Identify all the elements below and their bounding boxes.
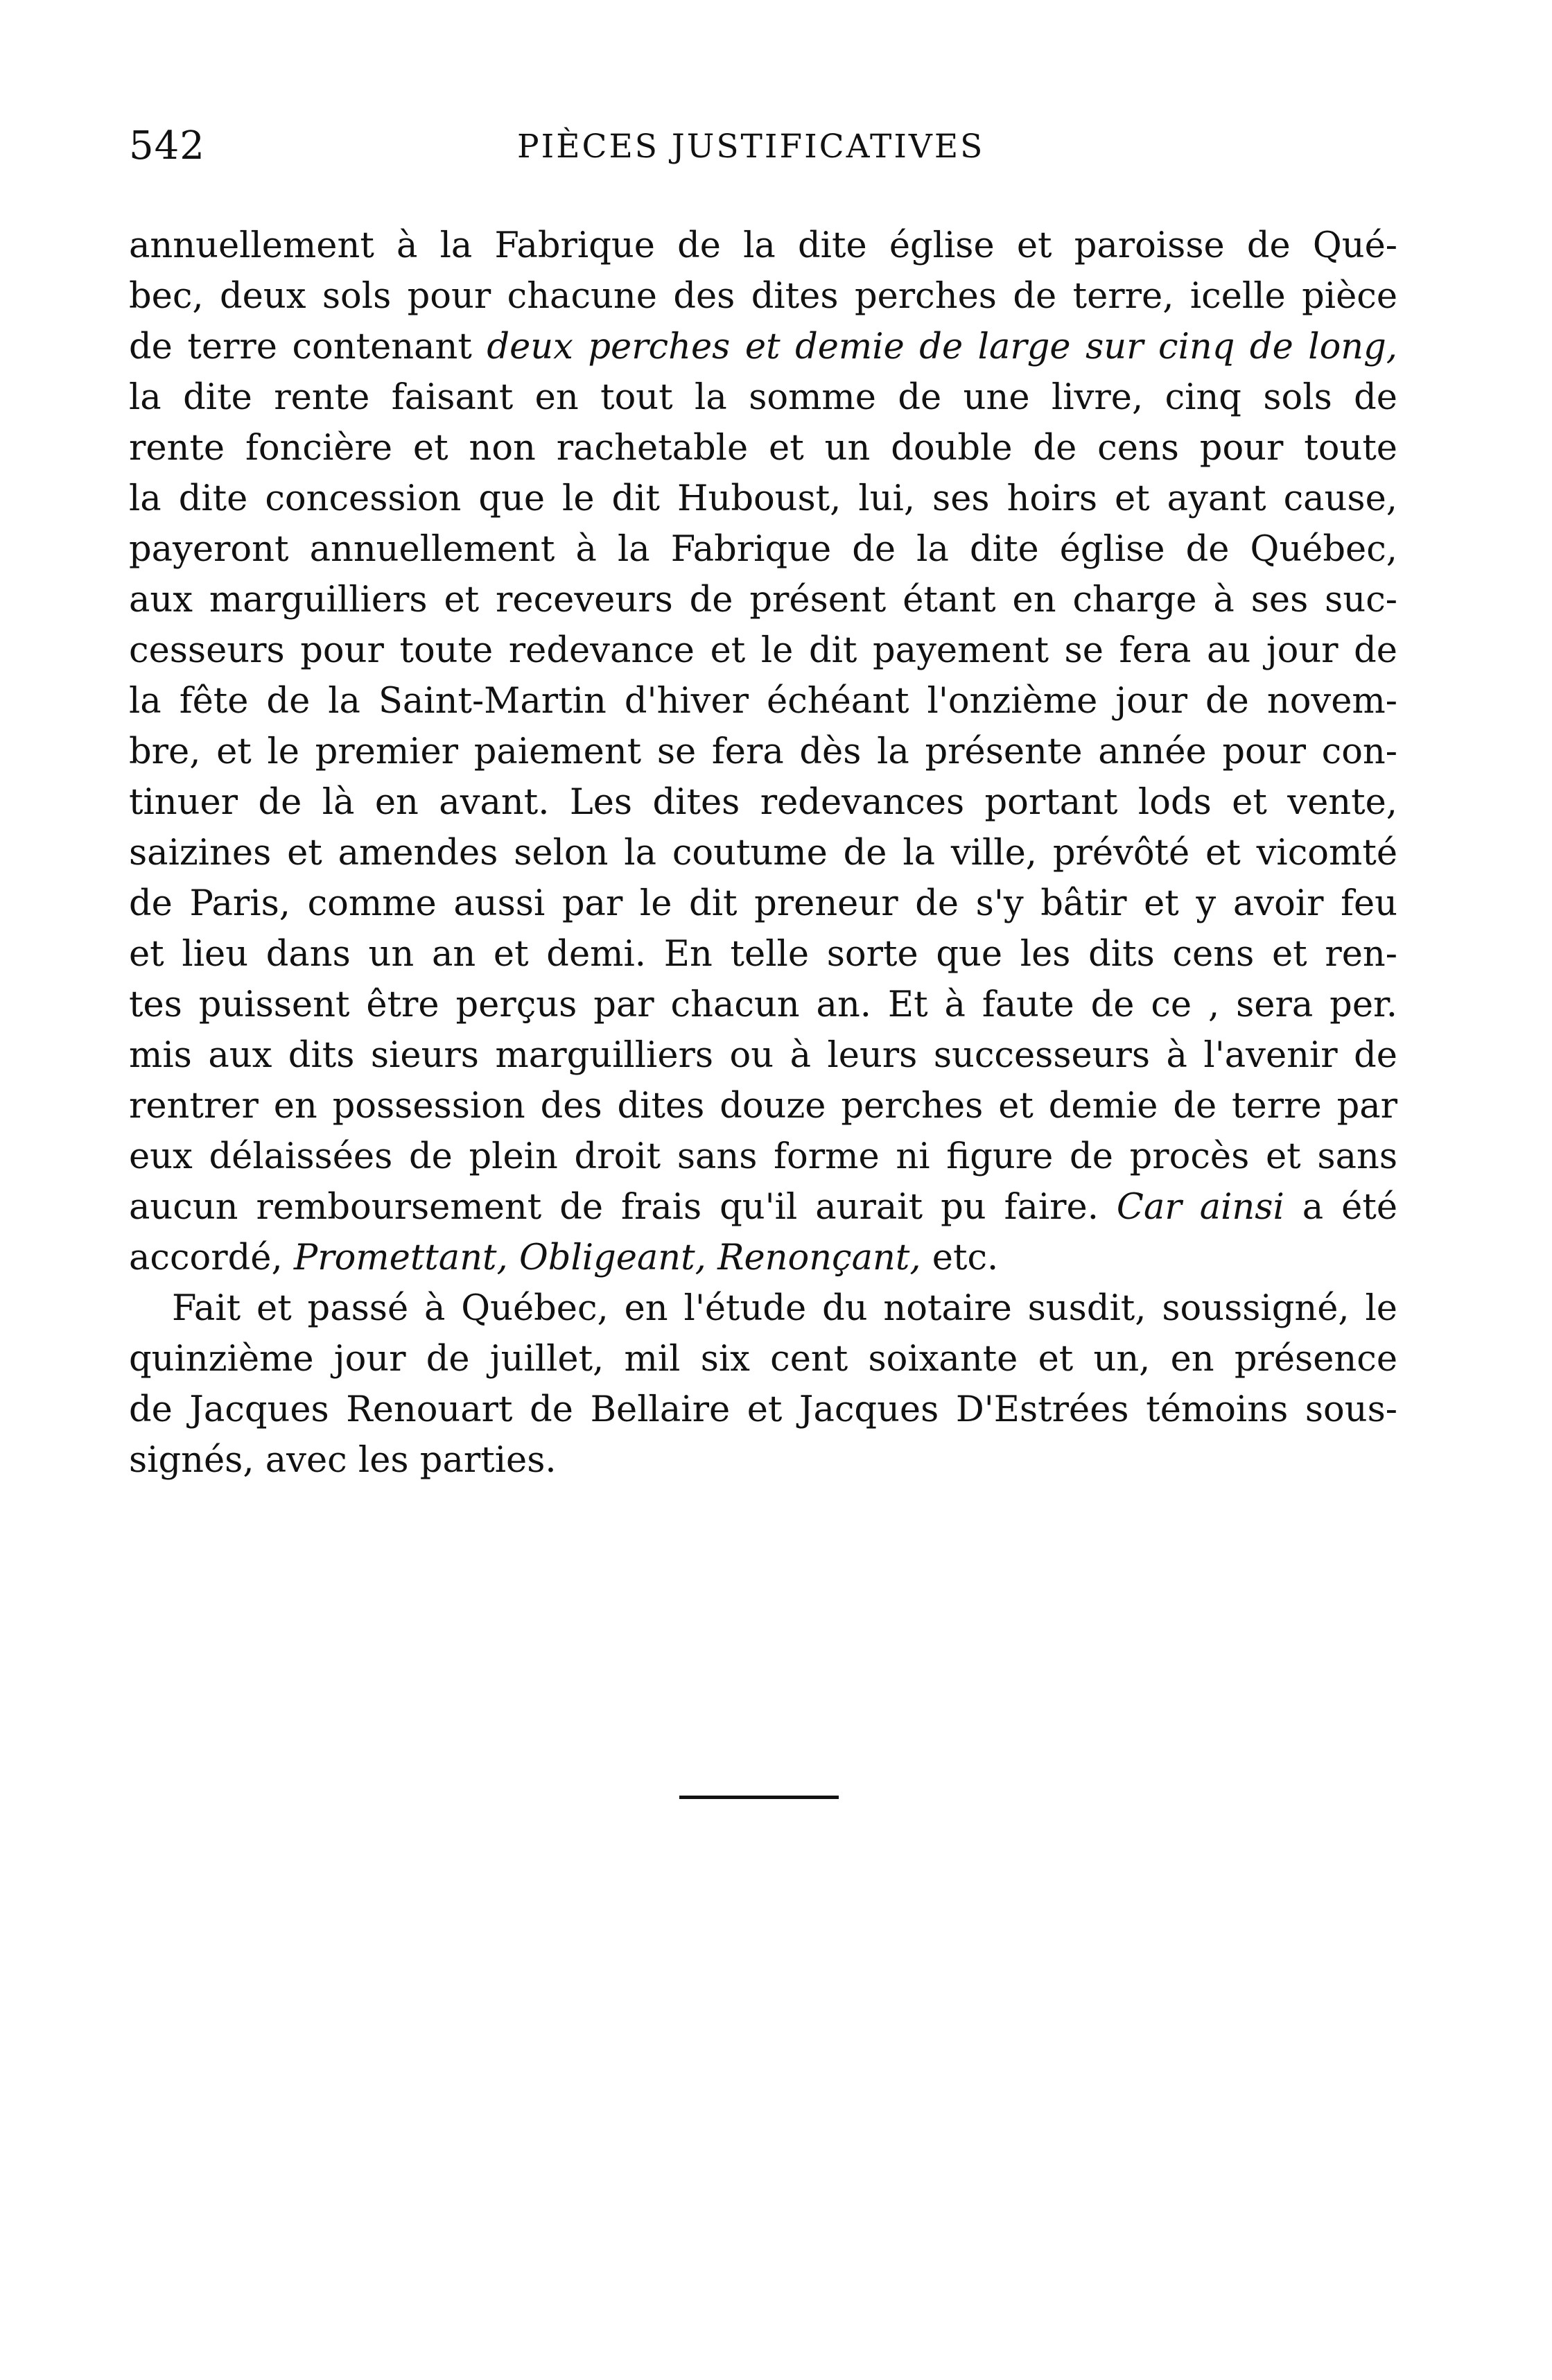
- text-line: de Jacques Renouart de Bellaire et Jacques D'Estrées témoins sous-: [129, 1389, 1397, 1430]
- text-line: rente foncière et non rachetable et un double de cens pour toute: [129, 428, 1397, 469]
- italic-phrase: Renonçant,: [717, 1237, 921, 1278]
- text-line: et lieu dans un an et demi. En telle sorte que les dits cens et ren-: [129, 934, 1397, 975]
- text-line: la dite concession que le dit Huboust, lui, ses hoirs et ayant cause,: [129, 478, 1397, 519]
- text-line: aucun remboursement de frais qu'il aurait pu faire. Car ainsi a été: [129, 1187, 1397, 1228]
- text-line: mis aux dits sieurs marguilliers ou à leurs successeurs à l'avenir de: [129, 1035, 1397, 1076]
- italic-phrase: Car ainsi: [1116, 1187, 1284, 1228]
- section-divider: [679, 1796, 839, 1799]
- text-line: signés, avec les parties.: [129, 1440, 557, 1481]
- text-line: tinuer de là en avant. Les dites redevances portant lods et vente,: [129, 782, 1397, 823]
- text-line: eux délaissées de plein droit sans forme ni figure de procès et sans: [129, 1136, 1397, 1177]
- text-line: aux marguilliers et receveurs de présent étant en charge à ses suc-: [129, 580, 1397, 620]
- text-line: la fête de la Saint-Martin d'hiver échéant l'onzième jour de novem-: [129, 681, 1397, 722]
- italic-phrase: Obligeant,: [518, 1237, 706, 1278]
- body-text: [129, 220, 1397, 1486]
- text-line: payeront annuellement à la Fabrique de la dite église de Québec,: [129, 529, 1397, 570]
- running-header: [129, 123, 1418, 179]
- text-line: rentrer en possession des dites douze perches et demie de terre par: [129, 1086, 1397, 1127]
- text-line: bec, deux sols pour chacune des dites perches de terre, icelle pièce: [129, 276, 1397, 317]
- text-line: la dite rente faisant en tout la somme de une livre, cinq sols de: [129, 377, 1397, 418]
- text-line: de Paris, comme aussi par le dit preneur de s'y bâtir et y avoir feu: [129, 883, 1397, 924]
- text-line: cesseurs pour toute redevance et le dit payement se fera au jour de: [129, 630, 1397, 671]
- running-title: PIÈCES JUSTIFICATIVES: [517, 128, 985, 166]
- page-number: 542: [129, 123, 205, 168]
- text-line: bre, et le premier paiement se fera dès la présente année pour con-: [129, 731, 1397, 772]
- text-line: de terre contenant deux perches et demie de large sur cinq de long,: [129, 327, 1397, 367]
- text-line: Fait et passé à Québec, en l'étude du notaire susdit, soussigné, le: [172, 1288, 1397, 1329]
- italic-phrase: deux perches et demie de large sur cinq de long,: [487, 327, 1397, 367]
- text-line: tes puissent être perçus par chacun an. Et à faute de ce , sera per.: [129, 984, 1397, 1025]
- text-line: accordé, Promettant, Obligeant, Renonçant, etc.: [129, 1237, 999, 1278]
- italic-phrase: Promettant,: [293, 1237, 508, 1278]
- text-line: quinzième jour de juillet, mil six cent soixante et un, en présence: [129, 1339, 1397, 1380]
- text-line: annuellement à la Fabrique de la dite église et paroisse de Qué-: [129, 225, 1397, 266]
- text-line: saizines et amendes selon la coutume de la ville, prévôté et vicomté: [129, 833, 1397, 874]
